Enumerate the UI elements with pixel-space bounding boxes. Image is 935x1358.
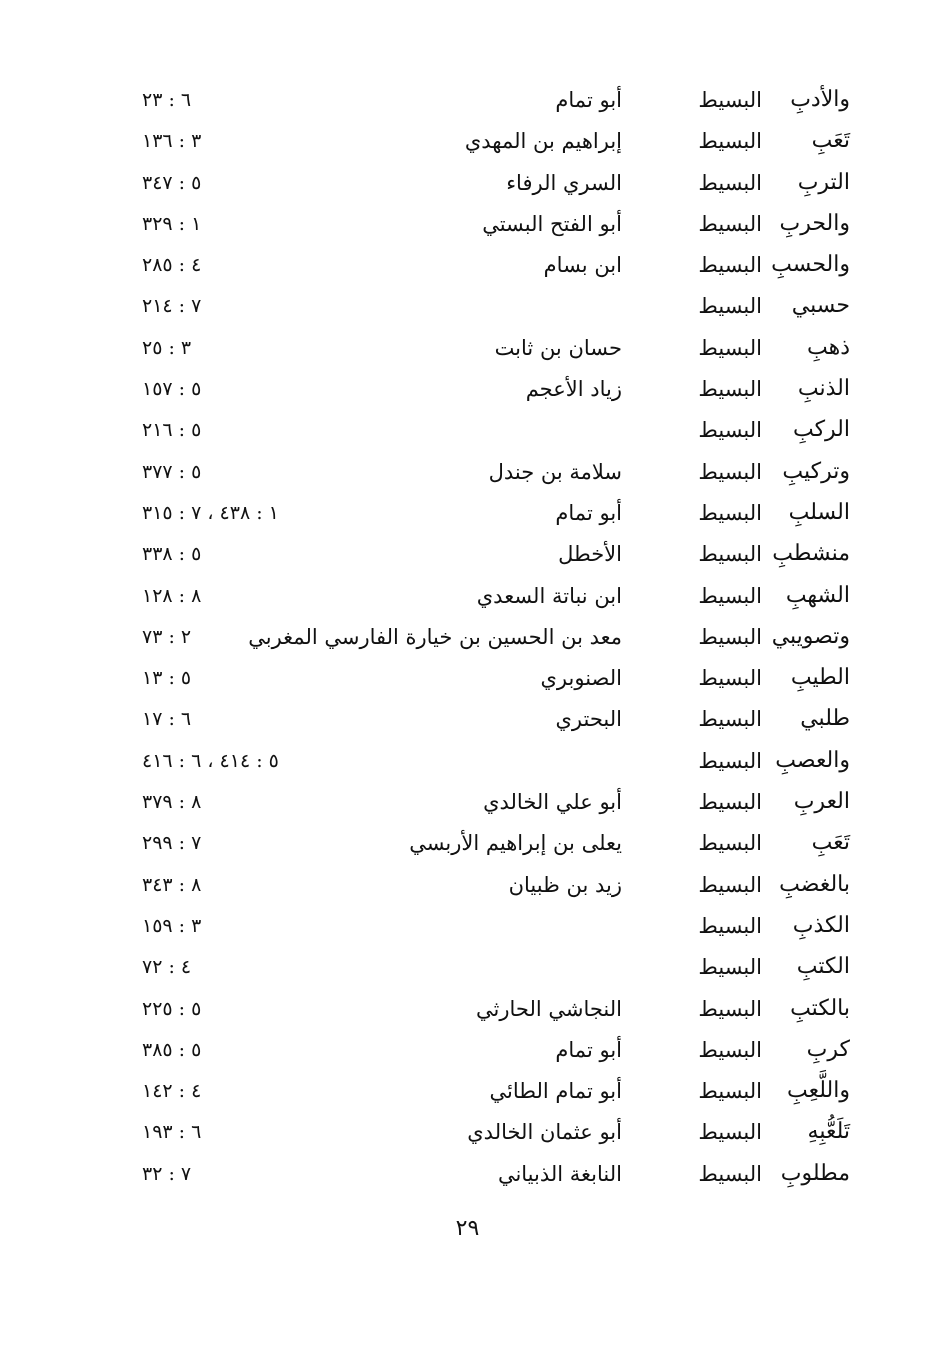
- volume-page-reference: ٣ : ١٣٦: [142, 130, 202, 153]
- volume-page-reference: ٨ : ١٢٨: [142, 584, 202, 607]
- rhyme-word: الكتبِ: [796, 954, 850, 980]
- meter-name: البسيط: [698, 790, 762, 815]
- rhyme-word: مطلوبِ: [780, 1160, 850, 1186]
- poet-name: ابن بسام: [543, 253, 622, 278]
- meter-name: البسيط: [698, 666, 762, 691]
- volume-page-reference: ٧ : ٢٩٩: [142, 832, 202, 855]
- rhyme-word: والحسبِ: [771, 252, 850, 278]
- index-row: [130, 327, 860, 368]
- rhyme-word: منشطبِ: [772, 541, 850, 567]
- rhyme-word: واللَّعِبِ: [787, 1078, 850, 1104]
- poet-name: أبو عثمان الخالدي: [467, 1120, 622, 1145]
- index-row: [130, 492, 860, 533]
- volume-page-reference: ٤ : ١٤٢: [142, 1080, 202, 1103]
- meter-name: البسيط: [698, 170, 762, 195]
- meter-name: البسيط: [698, 211, 762, 236]
- rhyme-word: تَعَبِ: [811, 128, 850, 154]
- rhyme-word: وتركيبِ: [782, 458, 850, 484]
- index-row: [130, 162, 860, 203]
- poet-name: يعلى بن إبراهيم الأربسي: [409, 831, 622, 856]
- volume-page-reference: ٦ : ٢٣: [142, 89, 192, 111]
- poet-name: أبو تمام: [555, 88, 622, 112]
- poet-name: البحتري: [555, 707, 622, 732]
- index-row: [130, 575, 860, 616]
- meter-name: البسيط: [698, 129, 762, 154]
- index-row: [130, 244, 860, 285]
- poet-name: حسان بن ثابت: [494, 335, 622, 360]
- poet-name: زياد الأعجم: [525, 377, 622, 402]
- meter-name: البسيط: [698, 253, 762, 278]
- meter-name: البسيط: [698, 377, 762, 402]
- meter-name: البسيط: [698, 996, 762, 1021]
- index-row: [130, 120, 860, 161]
- poet-name: معد بن الحسين بن خيارة الفارسي المغربي: [248, 624, 622, 649]
- volume-page-reference: ١ : ٣٢٩: [142, 212, 202, 235]
- index-row: [130, 533, 860, 574]
- meter-name: البسيط: [698, 748, 762, 773]
- volume-page-reference: ٣ : ١٥٩: [142, 914, 202, 937]
- volume-page-reference: ٨ : ٣٧٩: [142, 791, 202, 814]
- meter-name: البسيط: [698, 1037, 762, 1062]
- rhyme-word: طلبي: [800, 706, 850, 732]
- rhyme-word: الشهبِ: [785, 582, 850, 608]
- rhyme-word: حسبي: [791, 293, 850, 319]
- meter-name: البسيط: [698, 294, 762, 319]
- poet-name: سلامة بن جندل: [488, 459, 622, 484]
- volume-page-reference: ٥ : ٣٧٧: [142, 460, 202, 483]
- volume-page-reference: ٦ : ١٩٣: [142, 1121, 202, 1144]
- volume-page-reference: ١ : ٤٣٨ ، ٧ : ٣١٥: [142, 501, 279, 524]
- index-row: [130, 616, 860, 657]
- rhyme-word: والعصبِ: [775, 747, 850, 773]
- rhyme-word: بالكتبِ: [790, 995, 850, 1021]
- volume-page-reference: ٦ : ١٧: [142, 708, 192, 731]
- rhyme-word: بالغضبِ: [779, 871, 850, 897]
- volume-page-reference: ٤ : ٢٨٥: [142, 254, 202, 277]
- meter-name: البسيط: [698, 335, 762, 360]
- volume-page-reference: ٥ : ٣٤٧: [142, 171, 202, 194]
- meter-name: البسيط: [698, 707, 762, 732]
- poet-name: أبو علي الخالدي: [483, 790, 622, 815]
- meter-name: البسيط: [698, 872, 762, 897]
- rhyme-word: الكذبِ: [792, 912, 850, 938]
- meter-name: البسيط: [698, 542, 762, 567]
- volume-page-reference: ٧ : ٢١٤: [142, 295, 202, 318]
- index-row: [130, 203, 860, 244]
- meter-name: البسيط: [698, 913, 762, 938]
- rhyme-word: وتصويبي: [771, 623, 850, 649]
- page-number: ٢٩: [455, 1216, 480, 1241]
- meter-name: البسيط: [698, 88, 762, 112]
- index-row: [130, 657, 860, 698]
- rhyme-word: والأدبِ: [790, 87, 850, 112]
- volume-page-reference: ٥ : ١٥٧: [142, 378, 202, 401]
- index-row: [130, 1111, 860, 1152]
- poet-name: زيد بن ظبيان: [508, 872, 622, 897]
- meter-name: البسيط: [698, 955, 762, 980]
- meter-name: البسيط: [698, 459, 762, 484]
- meter-name: البسيط: [698, 1120, 762, 1145]
- index-row: [130, 905, 860, 946]
- poet-name: أبو الفتح البستي: [482, 211, 622, 236]
- rhyme-word: ذهبِ: [806, 334, 850, 360]
- poet-name: أبو تمام: [555, 1037, 622, 1062]
- rhyme-word: التربِ: [797, 169, 850, 195]
- meter-name: البسيط: [698, 1079, 762, 1104]
- poet-name: أبو تمام الطائي: [489, 1079, 622, 1104]
- rhyme-word: تَعَبِ: [811, 830, 850, 856]
- volume-page-reference: ٨ : ٣٤٣: [142, 873, 202, 896]
- index-row: [130, 781, 860, 822]
- index-row: [130, 451, 860, 492]
- volume-page-reference: ٢ : ٧٣: [142, 625, 192, 648]
- meter-name: البسيط: [698, 418, 762, 443]
- index-row: [130, 285, 860, 326]
- index-row: [130, 1070, 860, 1111]
- meter-name: البسيط: [698, 1161, 762, 1186]
- index-row: [130, 1153, 860, 1194]
- poet-name: إبراهيم بن المهدي: [464, 129, 622, 154]
- poet-name: ابن نباتة السعدي: [476, 583, 622, 608]
- volume-page-reference: ٥ : ٢١٦: [142, 419, 202, 442]
- index-row: [130, 698, 860, 739]
- rhyme-word: كربِ: [806, 1036, 850, 1062]
- meter-name: البسيط: [698, 583, 762, 608]
- meter-name: البسيط: [698, 831, 762, 856]
- index-row: [130, 946, 860, 987]
- index-row: [130, 822, 860, 863]
- index-row: [130, 864, 860, 905]
- rhyme-index-table: [130, 79, 860, 1194]
- volume-page-reference: ٥ : ١٣: [142, 667, 192, 690]
- poet-name: الأخطل: [558, 542, 622, 567]
- rhyme-word: الطيبِ: [790, 665, 850, 691]
- volume-page-reference: ٥ : ٤١٤ ، ٦ : ٤١٦: [142, 749, 279, 772]
- poet-name: النابغة الذبياني: [497, 1161, 622, 1186]
- index-row: [130, 1029, 860, 1070]
- poet-name: النجاشي الحارثي: [476, 996, 622, 1021]
- volume-page-reference: ٥ : ٢٢٥: [142, 997, 202, 1020]
- volume-page-reference: ٧ : ٣٢: [142, 1162, 192, 1185]
- rhyme-word: الركبِ: [792, 417, 850, 443]
- index-row: [130, 988, 860, 1029]
- rhyme-word: العربِ: [793, 789, 850, 815]
- index-row: [130, 368, 860, 409]
- index-row: [130, 740, 860, 781]
- volume-page-reference: ٥ : ٣٨٥: [142, 1038, 202, 1061]
- rhyme-word: والحربِ: [779, 210, 850, 236]
- index-row: [130, 79, 860, 120]
- index-row: [130, 409, 860, 450]
- volume-page-reference: ٤ : ٧٢: [142, 956, 192, 979]
- rhyme-word: السلبِ: [788, 499, 850, 525]
- poet-name: أبو تمام: [555, 500, 622, 525]
- volume-page-reference: ٣ : ٢٥: [142, 336, 192, 359]
- meter-name: البسيط: [698, 624, 762, 649]
- poet-name: الصنوبري: [540, 666, 622, 691]
- rhyme-word: الذنبِ: [797, 376, 850, 402]
- rhyme-word: تَلَعُّبِهِ: [807, 1119, 850, 1145]
- meter-name: البسيط: [698, 500, 762, 525]
- volume-page-reference: ٥ : ٣٣٨: [142, 543, 202, 566]
- poet-name: السري الرفاء: [506, 170, 622, 195]
